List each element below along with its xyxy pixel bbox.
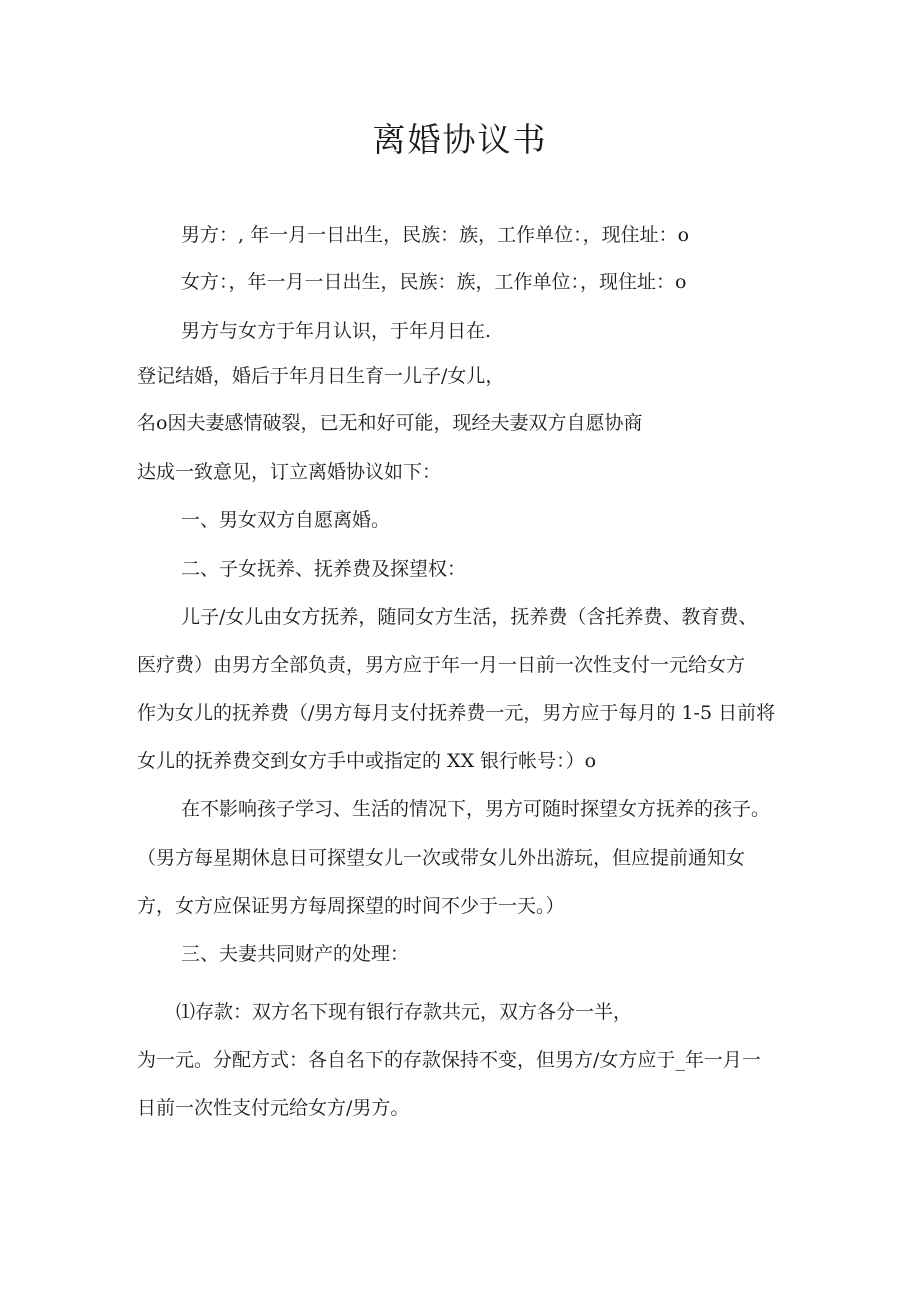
paragraph-line: （男方每星期休息日可探望女儿一次或带女儿外出游玩，但应提前通知女 <box>137 847 746 869</box>
paragraph-line: 在不影响孩子学习、生活的情况下，男方可随时探望女方抚养的孩子。 <box>181 798 771 820</box>
clause-heading-1: 一、男女双方自愿离婚。 <box>181 509 391 531</box>
clause-heading-3: 三、夫妻共同财产的处理： <box>181 943 410 965</box>
paragraph-line: 医疗费）由男方全部负责，男方应于年一月一日前一次性支付一元给女方 <box>137 654 746 676</box>
document-title: 离婚协议书 <box>372 120 548 159</box>
paragraph-line: 日前一次性支付元给女方/男方。 <box>137 1097 410 1119</box>
paragraph-line: 名o因夫妻感情破裂，已无和好可能，现经夫妻双方自愿协商 <box>137 412 643 434</box>
paragraph-line: 达成一致意见，订立离婚协议如下： <box>137 461 442 483</box>
paragraph-line-male-party: 男方：, 年一月一日出生，民族：族，工作单位：，现住址：o <box>181 224 690 246</box>
paragraph-line: 为一元。分配方式：各自名下的存款保持不变，但男方/女方应于_年一月一 <box>137 1049 761 1071</box>
paragraph-line: 方，女方应保证男方每周探望的时间不少于一天。） <box>137 895 565 917</box>
paragraph-line: 儿子/女儿由女方抚养，随同女方生活，抚养费（含托养费、教育费、 <box>181 606 758 628</box>
sub-clause-savings: ⑴存款：双方名下现有银行存款共元，双方各分一半， <box>176 1001 633 1023</box>
paragraph-line-female-party: 女方：，年一月一日出生，民族：族，工作单位：，现住址：o <box>181 271 687 293</box>
paragraph-line: 作为女儿的抚养费（/男方每月支付抚养费一元，男方应于每月的 1-5 日前将 <box>137 702 776 724</box>
clause-heading-2: 二、子女抚养、抚养费及探望权： <box>181 558 467 580</box>
paragraph-line: 男方与女方于年月认识，于年月日在. <box>181 320 492 342</box>
paragraph-line: 登记结婚，婚后于年月日生育一儿子/女儿， <box>137 365 505 387</box>
paragraph-line: 女儿的抚养费交到女方手中或指定的 XX 银行帐号：）o <box>137 750 597 772</box>
